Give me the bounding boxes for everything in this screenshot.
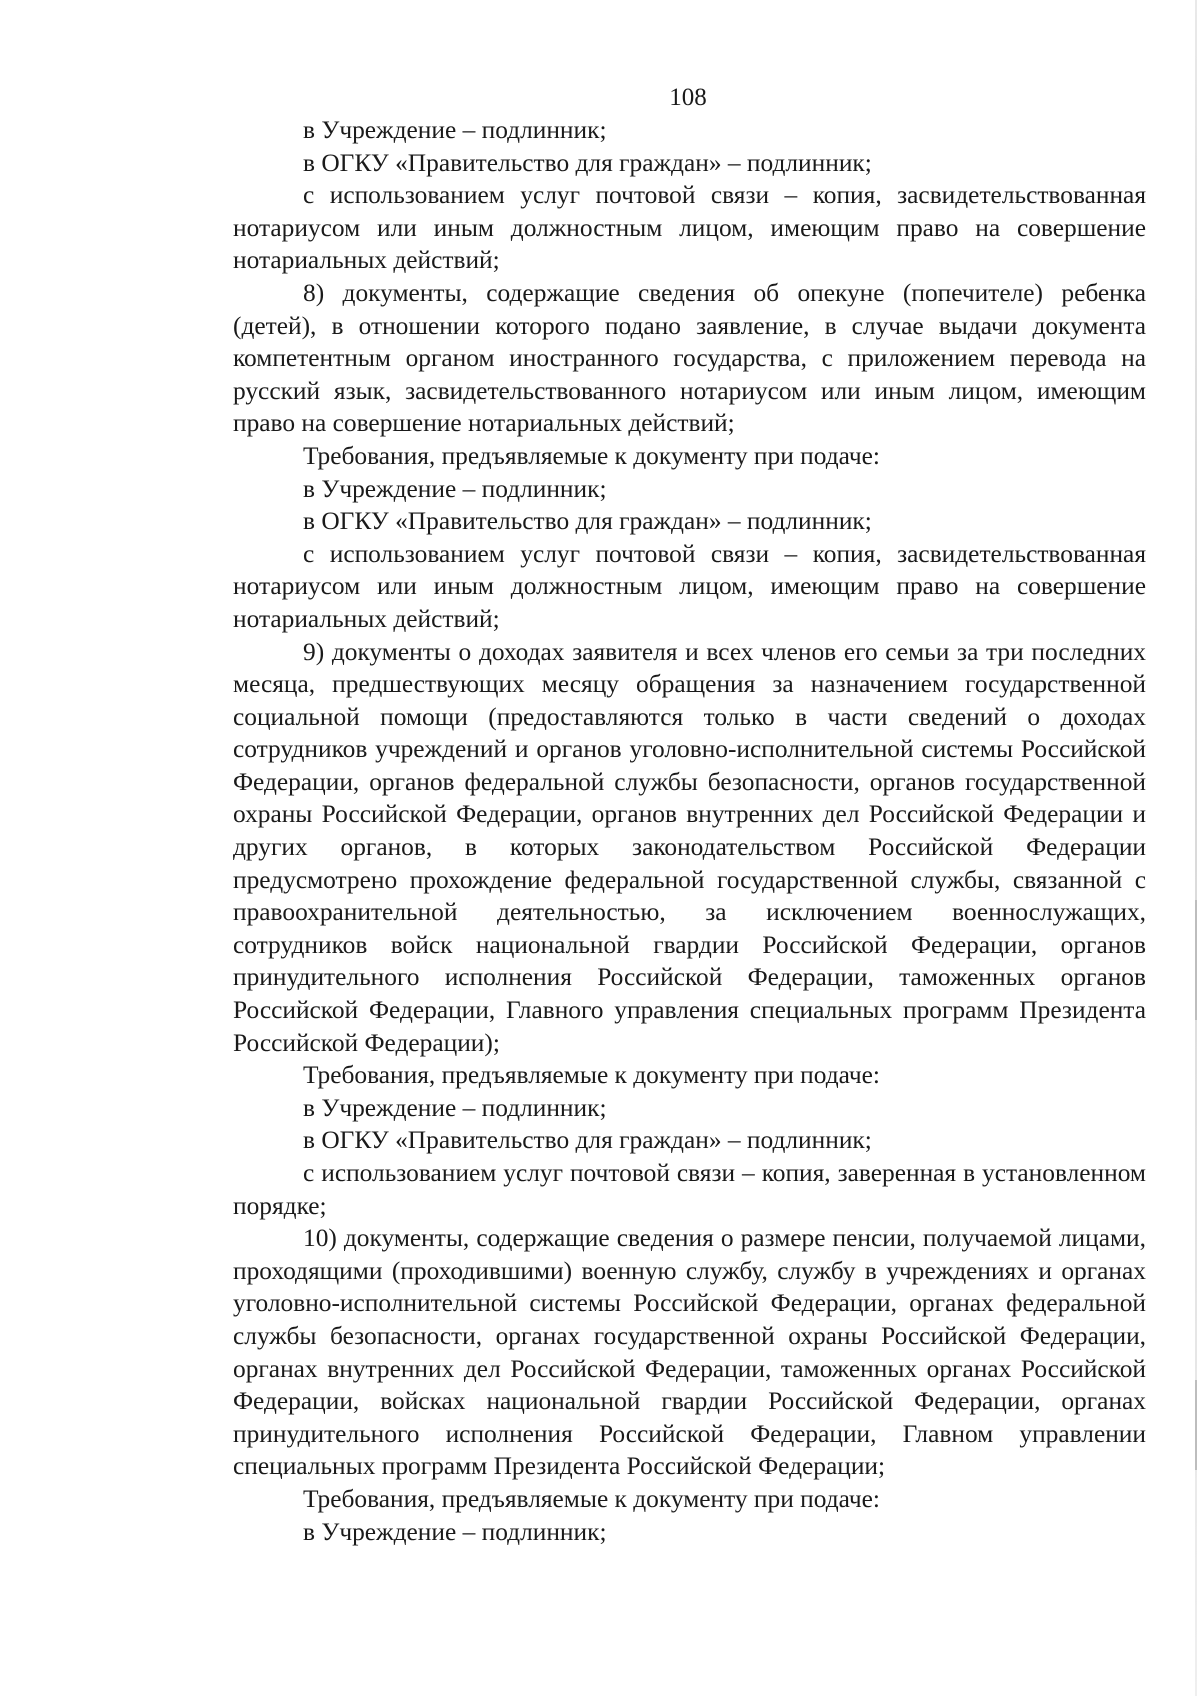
paragraph: в Учреждение – подлинник; — [303, 1517, 607, 1546]
scan-edge-mark — [1195, 1380, 1197, 1470]
paragraph: в ОГКУ «Правительство для граждан» – подлинник; — [303, 148, 872, 177]
paragraph: в Учреждение – подлинник; — [303, 474, 607, 503]
document-body — [233, 114, 1146, 1548]
page-number: 108 — [669, 84, 707, 111]
paragraph: с использованием услуг почтовой связи – копия, засвидетельствованная нотариусом или иным должностным лицом, имеющим право на совершение нотариальных действий; — [233, 539, 1146, 633]
paragraph: с использованием услуг почтовой связи – копия, заверенная в установленном порядке; — [233, 1159, 1146, 1220]
paragraph: в Учреждение – подлинник; — [303, 116, 607, 144]
paragraph: в Учреждение – подлинник; — [303, 1093, 607, 1122]
paragraph: Требования, предъявляемые к документу при подаче: — [303, 441, 880, 470]
paragraph: Требования, предъявляемые к документу при подаче: — [303, 1061, 880, 1090]
paragraph: 10) документы, содержащие сведения о размере пенсии, получаемой лицами, проходящими (проходившими) военную службу, службу в учреждениях и органах уголовно-исполнительной системы Российской Федерации, органах федеральной службы безопасности, органах государственной охраны Российской Федерации, органах внутренних дел Российской Федерации, таможенных органах Российской Федерации, войсках национальной гвардии Российской Федерации, органах принудительного исполнения Российской Федерации, Главном управлении специальных программ Президента Российской Федерации; — [233, 1224, 1146, 1481]
scan-edge-mark — [1195, 900, 1197, 1020]
paragraph: 8) документы, содержащие сведения об опекуне (попечителе) ребенка (детей), в отношении которого подано заявление, в случае выдачи документа компетентным органом иностранного государства, с приложением перевода на русский язык, засвидетельствованного нотариусом или иным лицом, имеющим право на совершение нотариальных действий; — [233, 278, 1146, 438]
paragraph: в ОГКУ «Правительство для граждан» – подлинник; — [303, 507, 872, 536]
paragraph: Требования, предъявляемые к документу при подаче: — [303, 1484, 880, 1513]
paragraph: с использованием услуг почтовой связи – копия, засвидетельствованная нотариусом или иным должностным лицом, имеющим право на совершение нотариальных действий; — [233, 181, 1146, 275]
paragraph: в ОГКУ «Правительство для граждан» – подлинник; — [303, 1126, 872, 1155]
paragraph: 9) документы о доходах заявителя и всех членов его семьи за три последних месяца, предшествующих месяцу обращения за назначением государственной социальной помощи (предоставляются только в части сведений о доходах сотрудников учреждений и органов уголовно-исполнительной системы Российской Федерации, органов федеральной службы безопасности, органов государственной охраны Российской Федерации, органов внутренних дел Российской Федерации и других органов, в которых законодательством Российской Федерации предусмотрено прохождение федеральной государственной службы, связанной с правоохранительной деятельностью, за исключением военнослужащих, сотрудников войск национальной гвардии Российской Федерации, органов принудительного исполнения Российской Федерации, таможенных органов Российской Федерации, Главного управления специальных программ Президента Российской Федерации); — [233, 637, 1146, 1057]
